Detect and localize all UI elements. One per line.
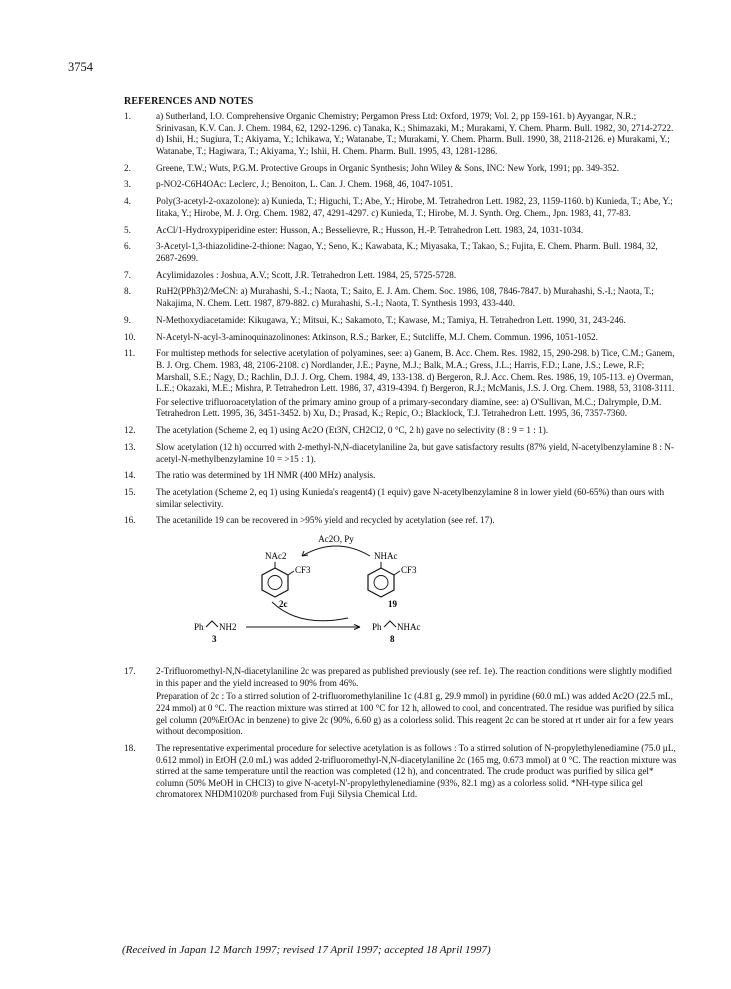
cf3-right-label: CF3 (401, 565, 417, 576)
reference-number: 14. (124, 470, 136, 481)
scheme-drawing (124, 532, 679, 664)
reference-number: 7. (124, 269, 131, 280)
reference-item (124, 270, 679, 284)
reference-item (124, 315, 679, 329)
reference-text: Acylimidazoles : Joshua, A.V.; Scott, J.R. Tetrahedron Lett. 1984, 25, 5725-5728. (156, 269, 457, 280)
references-list (124, 111, 679, 806)
reference-text: Poly(3-acetyl-2-oxazolone): a) Kunieda, T.; Higuchi, T.; Abe, Y.; Hirobe, M. Tetrahedron Lett. 1982, 23, 1159-1160. b) Kunieda, T.; Abe, Y.; Iitaka, Y.; Hirobe, M. J. Org. Chem. 1982, 47, 4291-4297. c) Kunieda, T.; Hirobe, M. J. Synth. Org. Chem., Jpn. 1983, 41, 77-83. (156, 196, 673, 218)
reference-number: 2. (124, 162, 131, 173)
reference-text: Slow acetylation (12 h) occurred with 2-methyl-N,N-diacetylaniline 2a, but gave satisfactory results (87% yield, N-acetylbenzylamine 8 : N-acetyl-N-methylbenzylamine 10 = >15 : 1). (156, 441, 674, 464)
reference-item (124, 470, 679, 484)
cf3-left-label: CF3 (295, 565, 311, 576)
reference-item (124, 666, 679, 740)
reference-text: The acetylation (Scheme 2, eq 1) using Ac2O (Et3N, CH2Cl2, 0 °C, 2 h) gave no selectivity (8 : 9 = 1 : 1). (156, 425, 549, 436)
reference-text: The acetylation (Scheme 2, eq 1) using Kunieda's reagent4) (1 equiv) gave N-acetylbenzylamine 8 in lower yield (60-65%) than ours with similar selectivity. (156, 487, 665, 509)
compound-8-label: 8 (390, 634, 395, 645)
reference-item (124, 425, 679, 439)
curved-arrow-top (302, 546, 370, 556)
reference-text: Greene, T.W.; Wuts, P.G.M. Protective Groups in Organic Synthesis; John Wiley & Sons, INC: New York, 1991; pp. 349-352. (156, 162, 620, 173)
reference-text: The ratio was determined by 1H NMR (400 MHz) analysis. (156, 470, 376, 481)
reference-text: 2-Trifluoromethyl-N,N-diacetylaniline 2c was prepared as published previously (see ref. 1e). The reaction conditions were slightly modified in this paper and the yield increased to 90% from 46%. (156, 666, 672, 688)
reference-number: 10. (124, 331, 136, 342)
reference-number: 5. (124, 224, 131, 235)
bond-cf3-left (288, 571, 294, 575)
reference-item (124, 743, 679, 803)
received-dates: (Received in Japan 12 March 1997; revised 17 April 1997; accepted 18 April 1997) (122, 944, 491, 956)
reference-text: N-Methoxydiacetamide: Kikugawa, Y.; Mitsui, K.; Sakamoto, T.; Kawase, M.; Tamiya, H. Tetrahedron Lett. 1990, 31, 243-246. (156, 314, 626, 325)
nac2-label: NAc2 (265, 551, 287, 562)
reference-item (124, 487, 679, 512)
reference-item (124, 348, 679, 422)
reference-text: 3-Acetyl-1,3-thiazolidine-2-thione: Nagao, Y.; Seno, K.; Kawabata, K.; Miyasaka, T.; Takao, S.; Fujita, E. Chem. Pharm. Bull. 1984, 32, 2687-2699. (156, 241, 658, 263)
reference-number: 18. (124, 742, 136, 753)
reference-item (124, 196, 679, 221)
bond-cf3-right (394, 571, 400, 575)
reference-number: 4. (124, 196, 131, 207)
reference-item (124, 241, 679, 266)
reaction-scheme (124, 532, 679, 664)
compound-19-label: 19 (388, 599, 397, 610)
reference-text: a) Sutherland, I.O. Comprehensive Organic Chemistry; Pergamon Press Ltd: Oxford, 1979; Vol. 2, pp 159-161. b) Ayyangar, N.R.; Srinivasan, K.V. Can. J. Chem. 1984, 62, 1292-1296. c) Tanaka, K.; Shimazaki, M.; Murakami, Y. Chem. Pharm. Bull. 1982, 30, 2714-2722. d) Ishii, H.; Sugiura, T.; Akiyama, Y.; Ichikawa, Y.; Watanabe, T.; Murakami, Y. Chem. Pharm. Bull. 1990, 38, 2118-2126. e) Murakami, Y.; Watanabe, T.; Hagiwara, T.; Akiyama, Y.; Ishii, H. Chem. Pharm. Bull. 1995, 43, 1281-1286. (156, 111, 674, 156)
reference-item (124, 111, 679, 159)
reference-item (124, 163, 679, 177)
ph-right-label: Ph (372, 622, 382, 633)
reference-text-continued: Preparation of 2c : To a stirred solution of 2-trifluoromethylaniline 1c (4.81 g, 29.9 mmol) in pyridine (60.0 mL) was added Ac2O (22.5 mL, 224 mmol) at 0 °C. The reaction mixture was stirred at 100 °C for 12 h, allowed to cool, and concentrated. The residue was purified by silica gel column (20%EtOAc in benzene) to give 2c (90%, 6.60 g) as a colorless solid. This reagent 2c can be stored at rt under air for a few years without decomposition. (156, 691, 674, 737)
reference-item (124, 179, 679, 193)
nhac-top-label: NHAc (374, 551, 398, 562)
reagent-label: Ac2O, Py (318, 534, 354, 545)
reference-text: For multistep methods for selective acetylation of polyamines, see: a) Ganem, B. Acc. Chem. Res. 1982, 15, 290-298. b) Tice, C.M.; Ganem, B. J. Org. Chem. 1983, 48, 2106-2108. c) Nordlander, J.E.; Payne, M.J.; Balk, M.A.; Gress, J.L.; Harris, F.D.; Lane, J.S.; Lewe, R.F; Marshall, S.E.; Nagy, D.; Rachlin, D.J. J. Org. Chem. 1984, 49, 133-138. d) Bergeron, R.J. Acc. Chem. Res. 1986, 19, 105-113. e) Overman, L.E.; Okazaki, M.E.; Mishra, P. Tetrahedron Lett. 1986, 37, 4319-4394. f) Bergeron, R.J.; McManis, J.S. J. Org. Chem. 1988, 53, 3108-3111. (156, 348, 675, 394)
reference-number: 17. (124, 666, 136, 677)
reference-text: N-Acetyl-N-acyl-3-aminoquinazolinones: Atkinson, R.S.; Barker, E.; Sutcliffe, M.J. Chem. Commun. 1996, 1051-1052. (156, 331, 598, 342)
benzene-ring-left (262, 568, 288, 597)
reference-item (124, 286, 679, 311)
compound-2c-label: 2c (279, 599, 288, 610)
reference-text-continued: For selective trifluoroacetylation of the primary amino group of a primary-secondary diamine, see: a) O'Sullivan, M.C.; Dalrymple, D.M. Tetrahedron Lett. 1995, 36, 3451-3452. b) Xu, D.; Prasad, K.; Repic, O.; Blacklock, T.J. Tetrahedron Lett. 1995, 36, 7357-7360. (156, 396, 662, 419)
bond-right (384, 621, 396, 627)
aromatic-circle-left (268, 576, 282, 590)
reference-number: 1. (124, 111, 131, 121)
reference-text: AcCl/1-Hydroxypiperidine ester: Husson, A.; Besselievre, R.; Husson, H.-P. Tetrahedron Lett. 1983, 24, 1031-1034. (156, 224, 584, 235)
reference-number: 16. (124, 515, 136, 526)
benzene-ring-right (368, 568, 394, 597)
nhac-bottom-label: NHAc (397, 622, 421, 633)
reference-number: 12. (124, 425, 136, 436)
reference-text: The representative experimental procedure for selective acetylation is as follows : To a stirred solution of N-propylethylenediamine (75.0 µL, 0.612 mmol) in EtOH (2.0 mL) was added 2-trifluoromethyl-N,N-diacetylaniline 2c (165 mg, 0.673 mmol) at 0 °C. The reaction mixture was stirred at the same temperature until the reaction was completed (12 h), and concentrated. The crude product was purified by silica gel* column (50% MeOH in CHCl3) to give N-acetyl-N'-propylethylenediamine (93%, 82.1 mg) as a colorless solid. *NH-type silica gel chromatorex NHDM1020® purchased from Fuji Silysia Chemical Ltd. (156, 742, 677, 800)
reference-number: 3. (124, 179, 131, 190)
reference-item (124, 515, 679, 529)
compound-3-label: 3 (212, 634, 217, 645)
references-heading: REFERENCES AND NOTES (124, 96, 254, 107)
reference-item (124, 225, 679, 239)
reference-number: 8. (124, 286, 131, 297)
reference-number: 11. (124, 348, 136, 359)
ph-left-label: Ph (194, 622, 204, 633)
bond-left (206, 621, 218, 627)
nh2-label: NH2 (219, 622, 237, 633)
reference-number: 15. (124, 487, 136, 498)
reference-number: 9. (124, 314, 131, 325)
reference-number: 13. (124, 441, 136, 452)
reference-text: The acetanilide 19 can be recovered in >95% yield and recycled by acetylation (see ref. 17). (156, 515, 495, 526)
aromatic-circle-right (374, 576, 388, 590)
page-number: 3754 (68, 60, 93, 74)
reference-number: 6. (124, 241, 131, 252)
reference-text: p-NO2-C6H4OAc: Leclerc, J.; Benoiton, L. Can. J. Chem. 1968, 46, 1047-1051. (156, 179, 454, 190)
reference-item (124, 442, 679, 467)
reference-text: RuH2(PPh3)2/MeCN: a) Murahashi, S.-I.; Naota, T.; Saito, E. J. Am. Chem. Soc. 1986, 108, 7846-7847. b) Murahashi, S.-I.; Naota, T.; Nakajima, N. Chem. Lett. 1987, 879-882. c) Murahashi, S.-I.; Naota, T. Synthesis 1993, 433-440. (156, 286, 654, 309)
reference-item (124, 332, 679, 346)
